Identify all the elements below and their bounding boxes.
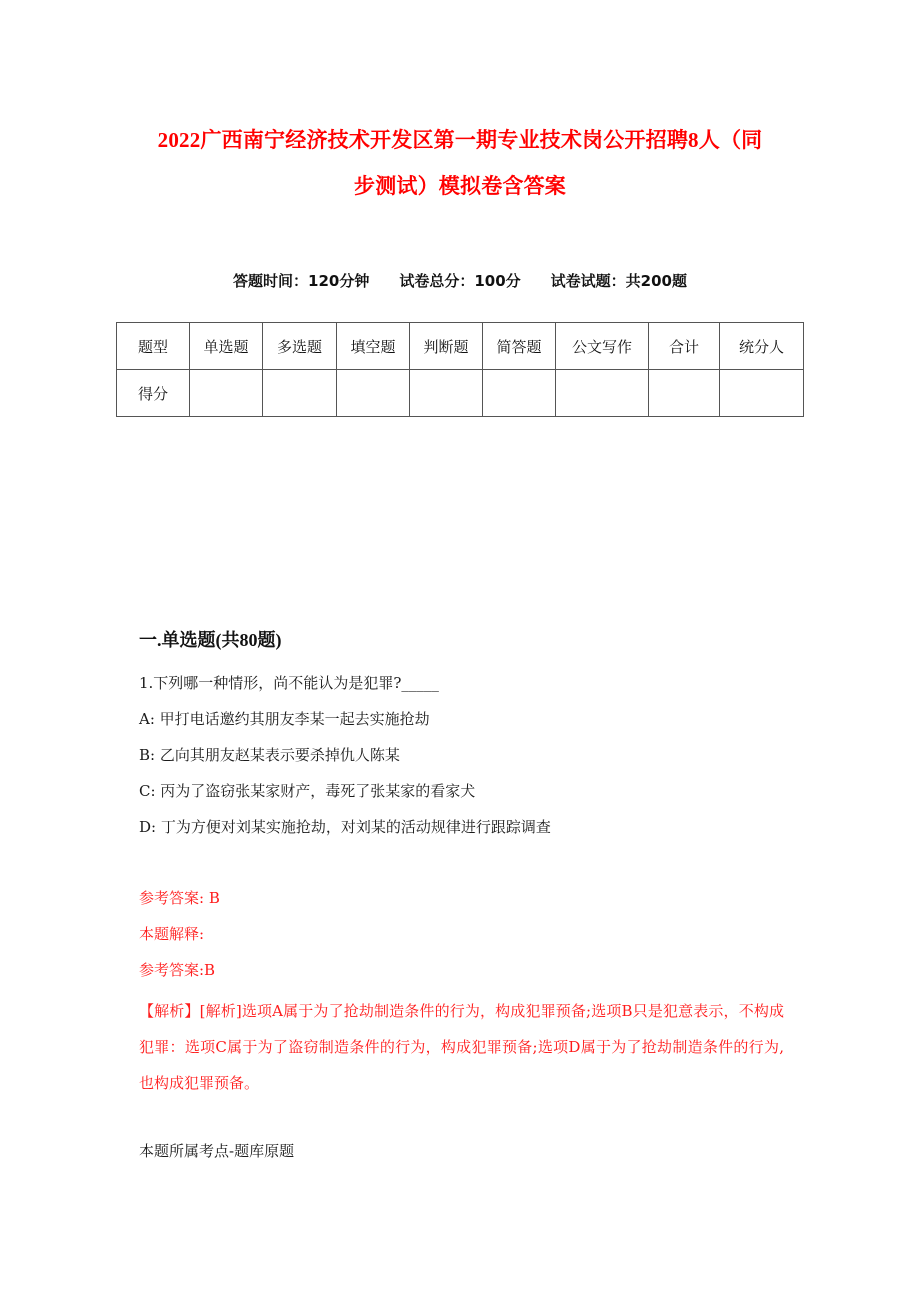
exam-time: 答题时间：120分钟 — [233, 272, 370, 290]
score-cell — [263, 370, 337, 417]
explanation-label: 本题解释: — [139, 925, 205, 943]
score-cell — [556, 370, 649, 417]
header-cell-fill-blank: 填空题 — [337, 323, 410, 370]
header-cell-true-false: 判断题 — [410, 323, 483, 370]
header-cell-type: 题型 — [117, 323, 190, 370]
exam-question-count: 试卷试题：共200题 — [550, 272, 687, 290]
topic-line: 本题所属考点-题库原题 — [139, 1142, 295, 1160]
score-table-score-row — [117, 370, 804, 417]
answer-label: 参考答案: B — [139, 889, 220, 907]
option-b: B: 乙向其朋友赵某表示要杀掉仇人陈某 — [139, 746, 400, 764]
score-cell — [337, 370, 410, 417]
answer-repeat: 参考答案:B — [139, 961, 216, 979]
question-stem: 1.下列哪一种情形，尚不能认为是犯罪?_____ — [139, 674, 439, 692]
score-cell — [410, 370, 483, 417]
section-heading: 一.单选题(共80题) — [139, 630, 282, 650]
exam-meta — [0, 270, 920, 291]
document-title-line-1: 2022广西南宁经济技术开发区第一期专业技术岗公开招聘8人（同 — [157, 128, 763, 152]
document-title-line-2: 步测试）模拟卷含答案 — [354, 174, 566, 198]
score-row-label: 得分 — [117, 370, 190, 417]
header-cell-total: 合计 — [649, 323, 720, 370]
score-cell — [720, 370, 804, 417]
option-c: C: 丙为了盗窃张某家财产，毒死了张某家的看家犬 — [139, 782, 476, 800]
analysis-text: 【解析】[解析]选项A属于为了抢劫制造条件的行为，构成犯罪预备;选项B只是犯意表示，不构成犯罪：选项C属于为了盗窃制造条件的行为，构成犯罪预备;选项D属于为了抢劫制造条件的行为,也构成犯罪预备。 — [139, 1002, 784, 1092]
score-cell — [190, 370, 263, 417]
header-cell-official-writing: 公文写作 — [556, 323, 649, 370]
score-cell — [483, 370, 556, 417]
score-table-header-row — [117, 323, 804, 370]
exam-total-score: 试卷总分：100分 — [399, 272, 521, 290]
option-d: D: 丁为方便对刘某实施抢劫，对刘某的活动规律进行跟踪调查 — [139, 818, 551, 836]
header-cell-single-choice: 单选题 — [190, 323, 263, 370]
header-cell-multiple-choice: 多选题 — [263, 323, 337, 370]
header-cell-short-answer: 简答题 — [483, 323, 556, 370]
header-cell-scorer: 统分人 — [720, 323, 804, 370]
score-table — [116, 322, 804, 417]
option-a: A: 甲打电话邀约其朋友李某一起去实施抢劫 — [139, 710, 430, 728]
score-cell — [649, 370, 720, 417]
